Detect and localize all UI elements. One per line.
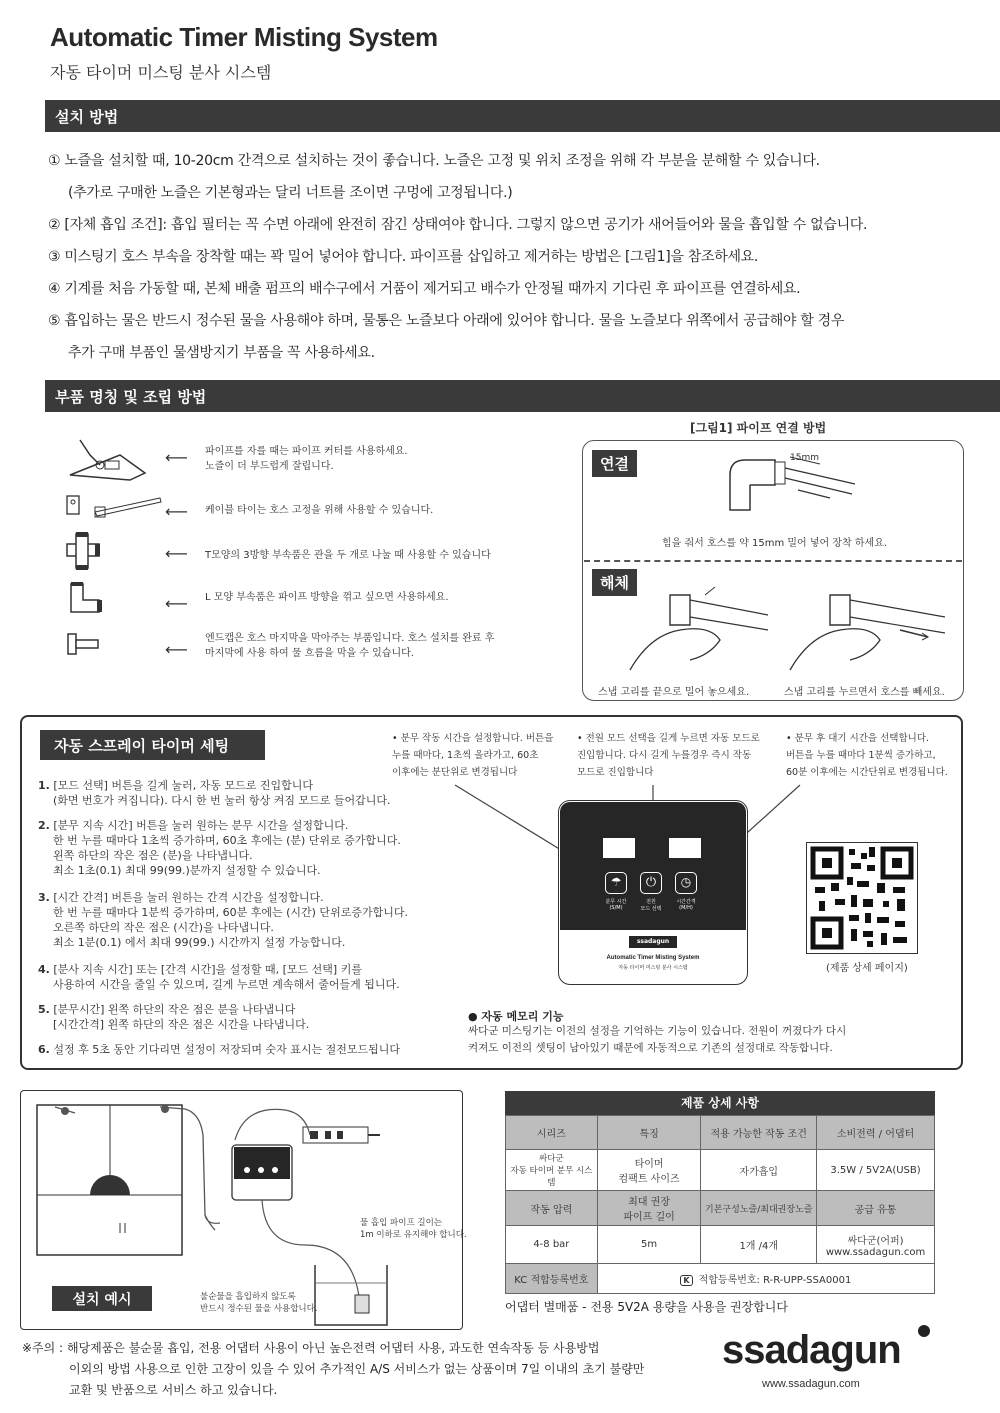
- display-left: [603, 838, 635, 858]
- website-link[interactable]: www.ssadagun.com: [762, 1378, 860, 1390]
- memory-title: ● 자동 메모리 기능: [468, 1010, 564, 1023]
- page-title: Automatic Timer Misting System: [50, 22, 438, 52]
- spray-time-label: 분무 시간 (S/M): [605, 899, 627, 911]
- timer-list-item-3: 3. [시간 간격] 버튼을 눌러 원하는 간격 시간을 설정합니다. 한 번 누를 때마다 1분씩 증가하며, 60분 후에는 (시간) 단위로증가합니다. 오른쪽 하단의 작은 점은 (시간)을 나타냅니다. 최소 1분(0.1) 에서 최대 99(99.) 시간까지 설정 가능합니다.: [38, 891, 408, 949]
- spec-cell: 싸다군(어퍼) www.ssadagun.com: [817, 1226, 935, 1264]
- kc-cell: K 적합등록번호: R-R-UPP-SSA0001: [597, 1264, 934, 1294]
- interval-button[interactable]: ◷: [675, 872, 697, 894]
- interval-label: 시간간격 (M/H): [676, 899, 696, 911]
- t-fitting-icon: [65, 532, 105, 570]
- spec-table: [505, 1115, 935, 1294]
- arrow-left-icon: ⟵: [165, 594, 188, 613]
- release-label: 해체: [592, 569, 637, 596]
- cable-tie-icon: [65, 492, 165, 520]
- install-step-5-note: 추가 구매 부품인 물샘방지기 부품을 꼭 사용하세요.: [68, 345, 375, 361]
- install-step-4: ④ 기계를 처음 가동할 때, 본체 배출 펌프의 배수구에서 거품이 제거되고 배수가 안정될 때까지 기다린 후 파이프를 연결하세요.: [48, 281, 801, 297]
- arrow-left-icon: ⟵: [165, 448, 188, 467]
- callout-spray-time: • 분무 작동 시간을 설정합니다. 버튼을 누를 때마다, 1초씩 올라가고, 60초 이후에는 분단위로 변경됩니다: [392, 733, 554, 778]
- part-text-cutter: 파이프를 자를 때는 파이프 커터를 사용하세요. 노즐이 더 부드럽게 잘립니다.: [205, 446, 408, 472]
- timer-list-item-1: 1. [모드 선택] 버튼을 길게 눌러, 자동 모드로 진입합니다 (화면 번호가 켜집니다). 다시 한 번 눌러 항상 켜짐 모드로 들어갑니다.: [38, 779, 391, 807]
- spec-header: 특징: [597, 1116, 701, 1150]
- spec-header: 최대 권장 파이프 길이: [597, 1191, 701, 1226]
- measure-label: 15mm: [790, 453, 819, 463]
- divider: [584, 560, 962, 562]
- logo-dot: [918, 1325, 930, 1337]
- l-fitting-icon: [65, 582, 105, 616]
- purified-water-note: 불순물을 흡입하지 않도록 반드시 정수된 물을 사용합니다.: [200, 1292, 318, 1314]
- end-cap-icon: [65, 632, 105, 656]
- display-right: [669, 838, 701, 858]
- callout-interval: • 분무 후 대기 시간을 선택합니다. 버튼을 누를 때마다 1분씩 증가하고, 60분 이후에는 시간단위로 변경됩니다.: [786, 733, 948, 778]
- part-text-t-fitting: T모양의 3방향 부속품은 관을 두 개로 나눌 때 사용할 수 있습니다: [205, 550, 491, 561]
- brand-logo: ssadagun: [722, 1328, 901, 1372]
- timer-list-item-4: 4. [분사 지속 시간] 또는 [간격 시간]을 설정할 때, [모드 선택] 키를 사용하여 시간을 줄일 수 있으며, 길게 누르면 계속해서 줄어들게 됩니다.: [38, 963, 400, 991]
- spec-header: KC 적합등록번호: [506, 1264, 598, 1294]
- install-example-label: 설치 예시: [52, 1286, 152, 1311]
- timer-list-item-6: 6. 설정 후 5초 동안 기다리면 설정이 저장되며 숫자 표시는 절전모드됩니다: [38, 1043, 400, 1056]
- part-text-end-cap: 엔드캡은 호스 마지막을 막아주는 부품입니다. 호스 설치를 완료 후 마지막에 사용 하여 물 흐름을 막을 수 있습니다.: [205, 633, 495, 659]
- spec-header: 기본구성노즐/최대권장노즐: [701, 1191, 817, 1226]
- arrow-left-icon: ⟵: [165, 502, 188, 521]
- device-name: Automatic Timer Misting System: [606, 955, 700, 961]
- qr-code[interactable]: [806, 842, 918, 954]
- spec-cell: 4-8 bar: [506, 1226, 598, 1264]
- qr-caption: (제품 상세 페이지): [826, 963, 908, 974]
- device-name-ko: 자동 타이머 미스팅 분사 시스템: [618, 965, 688, 971]
- spec-cell: 싸다군 자동 타이머 분무 시스템: [506, 1150, 598, 1191]
- spec-cell: 3.5W / 5V2A(USB): [817, 1150, 935, 1191]
- timer-list-item-5: 5. [분무시간] 왼쪽 하단의 작은 점은 분을 나타냅니다 [시간간격] 왼쪽 하단의 작은 점은 시간을 나타냅니다.: [38, 1003, 310, 1031]
- spec-cell: 5m: [597, 1226, 701, 1264]
- part-text-l-fitting: L 모양 부속품은 파이프 방향을 꺾고 싶으면 사용하세요.: [205, 592, 449, 603]
- power-mode-button[interactable]: ⏻: [640, 872, 662, 894]
- spray-time-button[interactable]: ☂: [605, 872, 627, 894]
- device-brand: ssadagun: [629, 936, 677, 948]
- timer-list-item-2: 2. [분무 지속 시간] 버튼을 눌러 원하는 분무 시간을 설정합니다. 한 번 누를 때마다 1초씩 증가하며, 60초 후에는 (분) 단위로 증가합니다. 왼쪽 하단의 작은 점은 (분)을 나타냅니다. 최소 1초(0.1) 최대 99(99.)분까지 설정할 수 있습니다.: [38, 819, 401, 877]
- install-step-2: ② [자체 흡입 조건]: 흡입 필터는 꼭 수면 아래에 완전히 잠긴 상태여야 합니다. 그렇지 않으면 공기가 새어들어와 물을 흡입할 수 없습니다.: [48, 217, 868, 233]
- spec-header: 작동 압력: [506, 1191, 598, 1226]
- install-section-header: 설치 방법: [45, 100, 1000, 132]
- power-mode-label: 전원 모드 선택: [640, 899, 662, 912]
- parts-section-header: 부품 명칭 및 조립 방법: [45, 380, 1000, 412]
- install-step-1-note: (추가로 구매한 노즐은 기본형과는 달리 너트를 조이면 구멍에 고정됩니다.): [68, 185, 513, 201]
- pipe-cutter-icon: [60, 435, 155, 487]
- release-hand-illustration-1: [620, 585, 770, 675]
- pipe-length-note: 물 흡입 파이프 길이는 1m 이하로 유지해야 합니다.: [360, 1218, 467, 1240]
- memory-text: 싸다군 미스팅기는 이전의 설정을 기억하는 기능이 있습니다. 전원이 꺼졌다가 다시 켜져도 이전의 셋팅이 남아있기 때문에 자동적으로 기존의 설정대로 작동합니다.: [468, 1025, 847, 1054]
- part-text-cable-tie: 케이블 타이는 호스 고정을 위해 사용할 수 있습니다.: [205, 505, 434, 516]
- page-subtitle: 자동 타이머 미스팅 분사 시스템: [50, 63, 272, 82]
- spec-header: 공급 유통: [817, 1191, 935, 1226]
- spec-cell: 자가흡입: [701, 1150, 817, 1191]
- arrow-left-icon: ⟵: [165, 640, 188, 659]
- release-text-1: 스냅 고리를 끝으로 밀어 놓으세요.: [598, 687, 750, 698]
- release-hand-illustration-2: [780, 585, 950, 675]
- spec-title: 제품 상세 사항: [505, 1091, 935, 1115]
- install-step-3: ③ 미스팅기 호스 부속을 장착할 때는 꽉 밀어 넣어야 합니다. 파이프를 삽입하고 제거하는 방법은 [그림1]을 참조하세요.: [48, 249, 759, 265]
- connect-label: 연결: [592, 450, 637, 477]
- caution-note: ※주의 : 해당제품은 불순물 흡입, 전용 어댑터 사용이 아닌 높은전력 어댑터 사용, 과도한 연속작동 등 사용방법 이외의 방법 사용으로 인한 고장이 있을 수 있어 추가적인 A/S 서비스가 없는 상품이며 7일 이내의 초기 불량만 교환 및 반품으로 서비스 하고 있습니다.: [22, 1341, 645, 1397]
- timer-section-header: 자동 스프레이 타이머 세팅: [40, 730, 265, 760]
- install-step-1: ① 노즐을 설치할 때, 10-20cm 간격으로 설치하는 것이 좋습니다. 노즐은 고정 및 위치 조정을 위해 각 부분을 분해할 수 있습니다.: [48, 153, 820, 169]
- adapter-note: 어댑터 별매품 - 전용 5V2A 용량을 사용을 권장합니다: [505, 1300, 788, 1314]
- spec-header: 시리즈: [506, 1116, 598, 1150]
- callout-power-mode: • 전원 모드 선택을 길게 누르면 자동 모드로 진입합니다. 다시 길게 누를경우 즉시 작동 모드로 진입합니다: [577, 733, 760, 778]
- release-text-2: 스냅 고리를 누르면서 호스를 빼세요.: [784, 687, 945, 698]
- arrow-left-icon: ⟵: [165, 544, 188, 563]
- connect-text: 힘을 줘서 호스를 약 15mm 밀어 넣어 장착 하세요.: [662, 538, 888, 549]
- spec-header: 적용 가능한 작동 조건: [701, 1116, 817, 1150]
- spec-cell: 타이머 컴팩트 사이즈: [597, 1150, 701, 1191]
- spec-cell: 1개 /4개: [701, 1226, 817, 1264]
- kc-mark-icon: K: [680, 1275, 692, 1286]
- figure1-caption: [그림1] 파이프 연결 방법: [690, 421, 827, 435]
- spec-header: 소비전력 / 어댑터: [817, 1116, 935, 1150]
- install-step-5: ⑤ 흡입하는 물은 반드시 정수된 물을 사용해야 하며, 물통은 노즐보다 아래에 있어야 합니다. 물을 노즐보다 위쪽에서 공급해야 할 경우: [48, 313, 845, 329]
